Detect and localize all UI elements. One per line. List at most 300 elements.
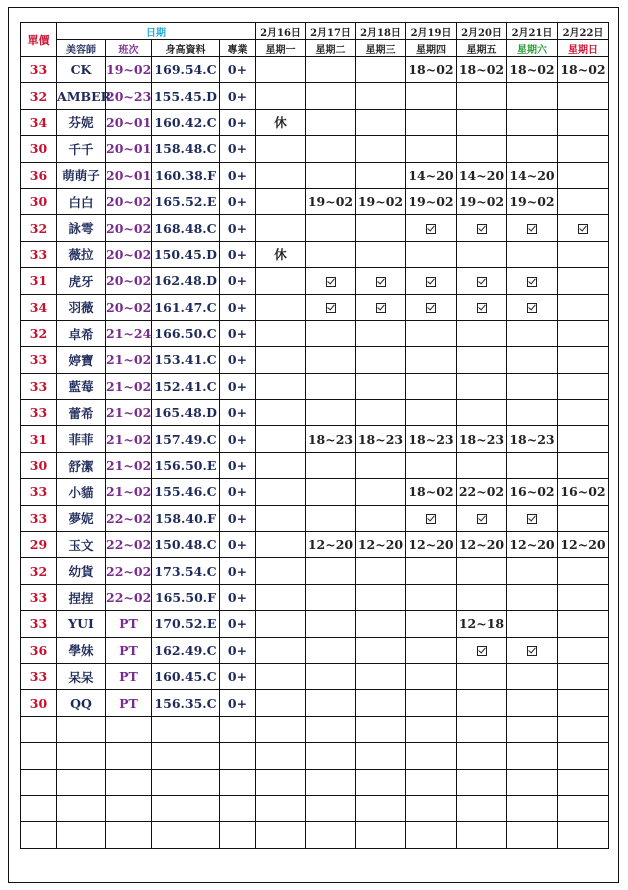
empty-cell: [21, 769, 57, 795]
empty-cell: [457, 795, 507, 821]
empty-cell: [152, 716, 220, 742]
schedule-cell: [457, 215, 507, 241]
checked-box-icon: [426, 303, 436, 313]
specialty-cell: 0+: [220, 452, 256, 478]
schedule-cell: 22~02: [457, 479, 507, 505]
empty-cell: [558, 716, 609, 742]
schedule-cell: [256, 294, 306, 320]
height-header: 身高資料: [152, 40, 220, 57]
checked-box-icon: [527, 277, 537, 287]
schedule-cell: [457, 373, 507, 399]
beautician-name-cell: 芬妮: [57, 109, 106, 135]
schedule-cell: [406, 373, 457, 399]
beautician-name-cell: 捏捏: [57, 584, 106, 610]
beautician-name-cell: 菲菲: [57, 426, 106, 452]
beautician-name-cell: 蕾希: [57, 400, 106, 426]
height-stats-cell: 165.50.F: [152, 584, 220, 610]
specialty-header: 專業: [220, 40, 256, 57]
rank-cell: 30: [21, 188, 57, 214]
checked-box-icon: [527, 303, 537, 313]
date-header: 2月22日: [558, 23, 609, 40]
beautician-name-cell: 虎牙: [57, 268, 106, 294]
beautician-name-cell: 卓希: [57, 320, 106, 346]
schedule-cell: 18~23: [507, 426, 558, 452]
empty-cell: [406, 716, 457, 742]
empty-cell: [507, 716, 558, 742]
schedule-cell: [457, 584, 507, 610]
schedule-cell: [507, 611, 558, 637]
schedule-cell: [507, 268, 558, 294]
empty-cell: [106, 795, 152, 821]
rank-cell: 30: [21, 136, 57, 162]
empty-cell: [220, 822, 256, 848]
staff-row: [21, 505, 609, 531]
rank-cell: 31: [21, 268, 57, 294]
schedule-cell: [406, 136, 457, 162]
beautician-name-cell: 小貓: [57, 479, 106, 505]
shift-cell: 22~02: [106, 584, 152, 610]
empty-cell: [306, 743, 356, 769]
empty-cell: [457, 716, 507, 742]
beautician-name-cell: 呆呆: [57, 663, 106, 689]
schedule-cell: [256, 663, 306, 689]
schedule-cell: [507, 347, 558, 373]
empty-cell: [220, 769, 256, 795]
schedule-cell: 12~20: [457, 532, 507, 558]
empty-cell: [256, 795, 306, 821]
empty-cell: [152, 822, 220, 848]
schedule-cell: 18~23: [457, 426, 507, 452]
schedule-cell: [306, 162, 356, 188]
empty-cell: [152, 769, 220, 795]
schedule-cell: [507, 505, 558, 531]
specialty-cell: 0+: [220, 532, 256, 558]
schedule-cell: [558, 452, 609, 478]
empty-cell: [356, 822, 406, 848]
rank-cell: 34: [21, 294, 57, 320]
schedule-cell: 18~02: [406, 479, 457, 505]
schedule-cell: [507, 320, 558, 346]
staff-row: [21, 268, 609, 294]
specialty-cell: 0+: [220, 479, 256, 505]
rank-cell: 32: [21, 83, 57, 109]
schedule-cell: [558, 347, 609, 373]
height-stats-cell: 166.50.C: [152, 320, 220, 346]
schedule-cell: [507, 83, 558, 109]
shift-cell: 21~02: [106, 426, 152, 452]
schedule-cell: [306, 637, 356, 663]
beautician-name-cell: 萌萌子: [57, 162, 106, 188]
rank-cell: 36: [21, 637, 57, 663]
schedule-cell: 18~02: [406, 57, 457, 83]
schedule-cell: [406, 268, 457, 294]
empty-cell: [558, 769, 609, 795]
specialty-cell: 0+: [220, 400, 256, 426]
schedule-cell: [558, 109, 609, 135]
staff-row: [21, 584, 609, 610]
empty-cell: [152, 795, 220, 821]
schedule-cell: [558, 241, 609, 267]
staff-row: [21, 83, 609, 109]
beautician-name-cell: 千千: [57, 136, 106, 162]
empty-cell: [152, 743, 220, 769]
schedule-cell: [356, 452, 406, 478]
schedule-cell: [256, 347, 306, 373]
empty-cell: [21, 795, 57, 821]
rank-cell: 33: [21, 611, 57, 637]
beautician-name-cell: 薇拉: [57, 241, 106, 267]
schedule-cell: [356, 241, 406, 267]
schedule-cell: [306, 268, 356, 294]
schedule-cell: 18~23: [406, 426, 457, 452]
schedule-cell: [256, 400, 306, 426]
schedule-cell: 19~02: [306, 188, 356, 214]
checked-box-icon: [326, 303, 336, 313]
shift-cell: 21~02: [106, 347, 152, 373]
empty-cell: [220, 743, 256, 769]
schedule-cell: [507, 294, 558, 320]
schedule-cell: 14~20: [507, 162, 558, 188]
specialty-cell: 0+: [220, 505, 256, 531]
schedule-cell: [356, 294, 406, 320]
checked-box-icon: [527, 224, 537, 234]
checked-box-icon: [527, 514, 537, 524]
shift-cell: PT: [106, 637, 152, 663]
schedule-cell: 12~20: [507, 532, 558, 558]
schedule-cell: [457, 109, 507, 135]
empty-cell: [21, 743, 57, 769]
schedule-cell: [256, 188, 306, 214]
empty-cell: [406, 743, 457, 769]
rank-cell: 33: [21, 584, 57, 610]
weekday-header: 星期四: [406, 40, 457, 57]
specialty-cell: 0+: [220, 188, 256, 214]
empty-cell: [306, 795, 356, 821]
schedule-cell: [558, 558, 609, 584]
schedule-cell: [306, 505, 356, 531]
rank-cell: 33: [21, 479, 57, 505]
schedule-cell: [457, 268, 507, 294]
height-stats-cell: 168.48.C: [152, 215, 220, 241]
empty-cell: [507, 795, 558, 821]
empty-row: [21, 822, 609, 848]
empty-cell: [106, 743, 152, 769]
empty-cell: [406, 795, 457, 821]
rank-cell: 30: [21, 452, 57, 478]
schedule-cell: [356, 558, 406, 584]
schedule-cell: 19~02: [507, 188, 558, 214]
schedule-cell: [558, 663, 609, 689]
schedule-cell: [356, 505, 406, 531]
shift-cell: 20~01: [106, 109, 152, 135]
checked-box-icon: [527, 646, 537, 656]
schedule-cell: [306, 320, 356, 346]
schedule-cell: [406, 452, 457, 478]
schedule-cell: [256, 452, 306, 478]
schedule-cell: [306, 663, 356, 689]
schedule-cell: [356, 637, 406, 663]
schedule-cell: [406, 215, 457, 241]
empty-cell: [21, 822, 57, 848]
date-header: 2月21日: [507, 23, 558, 40]
checked-box-icon: [477, 514, 487, 524]
checked-box-icon: [376, 303, 386, 313]
staff-row: [21, 532, 609, 558]
staff-row: [21, 162, 609, 188]
schedule-cell: [558, 162, 609, 188]
beautician-name-cell: 學妹: [57, 637, 106, 663]
beautician-name-cell: CK: [57, 57, 106, 83]
specialty-cell: 0+: [220, 57, 256, 83]
schedule-cell: 19~02: [406, 188, 457, 214]
staff-row: [21, 426, 609, 452]
schedule-cell: [406, 347, 457, 373]
schedule-cell: [256, 268, 306, 294]
schedule-cell: 19~02: [457, 188, 507, 214]
empty-cell: [306, 822, 356, 848]
shift-cell: 20~02: [106, 188, 152, 214]
schedule-cell: [256, 426, 306, 452]
schedule-cell: [256, 373, 306, 399]
checked-box-icon: [426, 224, 436, 234]
beautician-name-cell: YUI: [57, 611, 106, 637]
specialty-cell: 0+: [220, 611, 256, 637]
schedule-cell: [507, 136, 558, 162]
checked-box-icon: [477, 277, 487, 287]
empty-cell: [106, 822, 152, 848]
beautician-name-cell: QQ: [57, 690, 106, 716]
schedule-cell: 12~20: [558, 532, 609, 558]
schedule-cell: [406, 611, 457, 637]
staff-row: [21, 294, 609, 320]
schedule-cell: [356, 373, 406, 399]
height-stats-cell: 153.41.C: [152, 347, 220, 373]
empty-cell: [57, 769, 106, 795]
empty-cell: [57, 795, 106, 821]
schedule-cell: [256, 505, 306, 531]
schedule-cell: [256, 558, 306, 584]
shift-cell: 21~24: [106, 320, 152, 346]
shift-cell: 19~02: [106, 57, 152, 83]
schedule-cell: [457, 663, 507, 689]
schedule-cell: [406, 505, 457, 531]
empty-cell: [457, 743, 507, 769]
schedule-cell: [507, 215, 558, 241]
schedule-cell: [457, 83, 507, 109]
height-stats-cell: 158.48.C: [152, 136, 220, 162]
schedule-cell: 12~20: [406, 532, 457, 558]
schedule-cell: [406, 109, 457, 135]
schedule-body: [21, 57, 609, 849]
date-header: 2月20日: [457, 23, 507, 40]
rank-cell: 33: [21, 57, 57, 83]
height-stats-cell: 152.41.C: [152, 373, 220, 399]
staff-row: [21, 611, 609, 637]
schedule-cell: [306, 452, 356, 478]
empty-cell: [457, 769, 507, 795]
height-stats-cell: 173.54.C: [152, 558, 220, 584]
height-stats-cell: 156.35.C: [152, 690, 220, 716]
rank-header: 單價: [21, 23, 57, 57]
height-stats-cell: 165.52.E: [152, 188, 220, 214]
schedule-cell: [256, 611, 306, 637]
schedule-cell: [356, 690, 406, 716]
schedule-cell: [306, 400, 356, 426]
empty-cell: [558, 822, 609, 848]
schedule-cell: [558, 268, 609, 294]
schedule-cell: [406, 320, 457, 346]
schedule-cell: [306, 347, 356, 373]
schedule-cell: [306, 57, 356, 83]
schedule-cell: [356, 109, 406, 135]
schedule-cell: [457, 241, 507, 267]
staff-row: [21, 452, 609, 478]
rank-cell: 29: [21, 532, 57, 558]
schedule-cell: [306, 558, 356, 584]
schedule-cell: [457, 637, 507, 663]
shift-cell: 21~02: [106, 373, 152, 399]
schedule-cell: [558, 584, 609, 610]
empty-cell: [507, 743, 558, 769]
schedule-cell: 休: [256, 241, 306, 267]
schedule-cell: 休: [256, 109, 306, 135]
specialty-cell: 0+: [220, 162, 256, 188]
schedule-cell: [558, 136, 609, 162]
empty-cell: [356, 743, 406, 769]
schedule-cell: [406, 294, 457, 320]
shift-cell: 21~02: [106, 479, 152, 505]
schedule-cell: [356, 136, 406, 162]
shift-cell: 22~02: [106, 505, 152, 531]
schedule-cell: [306, 373, 356, 399]
empty-row: [21, 743, 609, 769]
schedule-cell: [558, 637, 609, 663]
beautician-name-cell: 詠雩: [57, 215, 106, 241]
height-stats-cell: 162.48.D: [152, 268, 220, 294]
rank-cell: 33: [21, 663, 57, 689]
shift-cell: 20~01: [106, 162, 152, 188]
schedule-cell: 12~20: [356, 532, 406, 558]
specialty-cell: 0+: [220, 690, 256, 716]
schedule-cell: [507, 373, 558, 399]
staff-row: [21, 479, 609, 505]
beautician-name-cell: 舒潔: [57, 452, 106, 478]
shift-cell: PT: [106, 690, 152, 716]
specialty-cell: 0+: [220, 109, 256, 135]
rank-cell: 34: [21, 109, 57, 135]
specialty-cell: 0+: [220, 215, 256, 241]
specialty-cell: 0+: [220, 294, 256, 320]
staff-row: [21, 109, 609, 135]
schedule-cell: [507, 241, 558, 267]
shift-cell: 20~02: [106, 215, 152, 241]
beautician-name-cell: 婷寶: [57, 347, 106, 373]
rank-cell: 30: [21, 690, 57, 716]
specialty-cell: 0+: [220, 584, 256, 610]
schedule-cell: [507, 584, 558, 610]
staff-row: [21, 400, 609, 426]
schedule-cell: [256, 690, 306, 716]
staff-row: [21, 136, 609, 162]
specialty-cell: 0+: [220, 426, 256, 452]
schedule-cell: [306, 109, 356, 135]
empty-cell: [220, 716, 256, 742]
schedule-cell: 18~02: [457, 57, 507, 83]
checked-box-icon: [477, 303, 487, 313]
empty-row: [21, 795, 609, 821]
checked-box-icon: [477, 224, 487, 234]
schedule-cell: [457, 690, 507, 716]
height-stats-cell: 150.45.D: [152, 241, 220, 267]
rank-cell: 33: [21, 400, 57, 426]
schedule-cell: [507, 109, 558, 135]
empty-cell: [356, 795, 406, 821]
schedule-cell: [406, 558, 457, 584]
shift-cell: 21~02: [106, 452, 152, 478]
schedule-cell: [356, 584, 406, 610]
header-row-dates: [21, 23, 609, 40]
shift-cell: 20~23: [106, 83, 152, 109]
beautician-name-cell: 幼貨: [57, 558, 106, 584]
staff-row: [21, 188, 609, 214]
staff-row: [21, 215, 609, 241]
schedule-cell: [558, 294, 609, 320]
staff-row: [21, 241, 609, 267]
empty-cell: [256, 822, 306, 848]
staff-row: [21, 373, 609, 399]
empty-cell: [507, 769, 558, 795]
schedule-cell: [256, 637, 306, 663]
empty-cell: [256, 769, 306, 795]
specialty-cell: 0+: [220, 558, 256, 584]
schedule-cell: 14~20: [406, 162, 457, 188]
schedule-table: [20, 22, 609, 849]
checked-box-icon: [326, 277, 336, 287]
schedule-cell: [558, 83, 609, 109]
height-stats-cell: 165.48.D: [152, 400, 220, 426]
empty-cell: [256, 743, 306, 769]
specialty-cell: 0+: [220, 320, 256, 346]
schedule-cell: [256, 162, 306, 188]
schedule-cell: [256, 532, 306, 558]
schedule-cell: [306, 215, 356, 241]
schedule-cell: [457, 347, 507, 373]
specialty-cell: 0+: [220, 663, 256, 689]
schedule-cell: [507, 558, 558, 584]
schedule-cell: [356, 162, 406, 188]
empty-cell: [21, 716, 57, 742]
date-header: 2月17日: [306, 23, 356, 40]
schedule-cell: [558, 400, 609, 426]
empty-cell: [306, 769, 356, 795]
specialty-cell: 0+: [220, 268, 256, 294]
schedule-cell: [457, 400, 507, 426]
empty-cell: [356, 769, 406, 795]
schedule-cell: [558, 188, 609, 214]
schedule-cell: [356, 400, 406, 426]
schedule-cell: [507, 400, 558, 426]
schedule-cell: 12~20: [306, 532, 356, 558]
shift-cell: 20~02: [106, 294, 152, 320]
schedule-cell: [507, 452, 558, 478]
empty-cell: [106, 716, 152, 742]
schedule-cell: [306, 294, 356, 320]
schedule-cell: [356, 320, 406, 346]
schedule-cell: [356, 268, 406, 294]
schedule-cell: [256, 57, 306, 83]
staff-row: [21, 637, 609, 663]
staff-row: [21, 558, 609, 584]
